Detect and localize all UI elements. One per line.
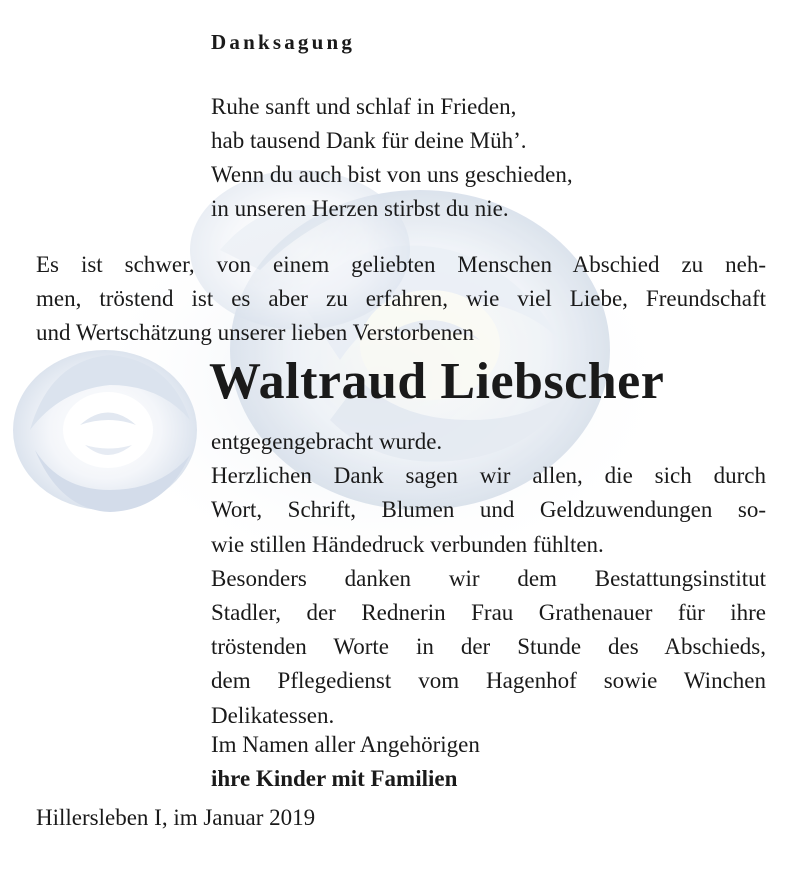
- body-paragraph: [211, 425, 766, 733]
- body-line: dem Pflegedienst vom Hagenhof sowie Winchen: [211, 668, 766, 694]
- body-line: Wort, Schrift, Blumen und Geldzuwendungen so-: [211, 497, 766, 523]
- signature-family: ihre Kinder mit Familien: [211, 766, 458, 791]
- signature-line: Im Namen aller Angehörigen: [211, 732, 480, 757]
- body-line: Stadler, der Rednerin Frau Grathenauer für ihre: [211, 600, 766, 626]
- body-line: Delikatessen.: [211, 702, 335, 728]
- intro-paragraph: [36, 248, 766, 350]
- poem-line: Ruhe sanft und schlaf in Frieden,: [211, 94, 517, 119]
- poem: [211, 90, 573, 226]
- poem-line: in unseren Herzen stirbst du nie.: [211, 196, 509, 221]
- body-line: Herzlichen Dank sagen wir allen, die sich durch: [211, 463, 766, 489]
- intro-line: men, tröstend ist es aber zu erfahren, wie viel Liebe, Freundschaft: [36, 286, 766, 311]
- intro-line: Es ist schwer, von einem geliebten Menschen Abschied zu neh-: [36, 252, 766, 277]
- signature-block: [211, 728, 480, 796]
- body-line: tröstenden Worte in der Stunde des Abschieds,: [211, 634, 766, 660]
- body-line: wie stillen Händedruck verbunden fühlten.: [211, 531, 604, 557]
- intro-line: und Wertschätzung unserer lieben Verstorbenen: [36, 320, 474, 345]
- deceased-name: Waltraud Liebscher: [209, 353, 665, 410]
- body-line: entgegengebracht wurde.: [211, 429, 443, 454]
- poem-line: hab tausend Dank für deine Müh’.: [211, 128, 527, 153]
- place-date: Hillersleben I, im Januar 2019: [36, 805, 316, 830]
- body-line: Besonders danken wir dem Bestattungsinstitut: [211, 565, 766, 591]
- poem-line: Wenn du auch bist von uns geschieden,: [211, 162, 573, 187]
- page-title: Danksagung: [211, 30, 356, 54]
